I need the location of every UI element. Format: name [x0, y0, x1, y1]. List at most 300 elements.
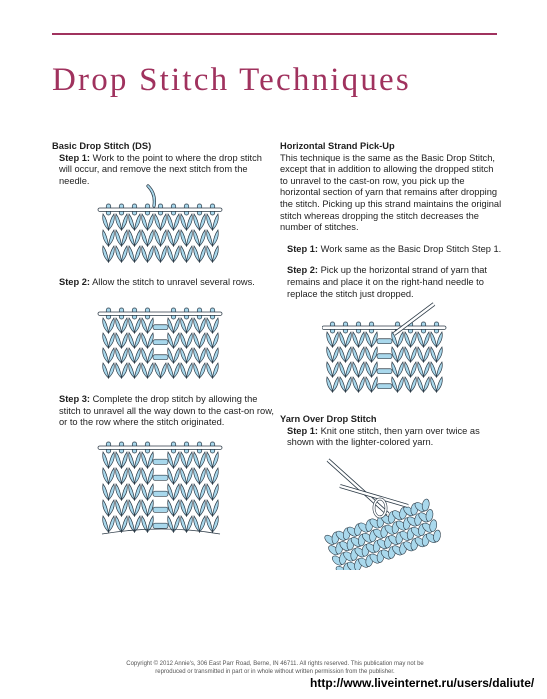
stitch-leg	[135, 214, 141, 230]
stitch-leg	[194, 348, 200, 363]
stitch-leg	[181, 452, 187, 468]
stitch-leg	[109, 500, 115, 516]
horizontal-strand-section	[280, 141, 502, 300]
stitch-leg	[109, 348, 115, 363]
stitch-leg	[116, 230, 122, 246]
step-label: Step 3:	[59, 394, 90, 404]
stitch-leg	[437, 362, 443, 377]
stitch-leg	[327, 377, 333, 392]
stitch-leg	[103, 468, 109, 484]
stitch-leg	[181, 468, 187, 484]
stitch-leg	[174, 246, 180, 262]
stitch-leg	[109, 214, 115, 230]
ladder-strand	[153, 340, 168, 345]
ladder-strand	[377, 384, 392, 389]
stitch-leg	[129, 452, 135, 468]
stitch-leg	[116, 484, 122, 500]
stitch-leg	[148, 214, 154, 230]
stitch-leg	[359, 347, 365, 362]
stitch-leg	[207, 318, 213, 333]
stitch-leg	[353, 362, 359, 377]
stitch-leg	[353, 347, 359, 362]
stitch-leg	[116, 214, 122, 230]
step-label: Step 1:	[287, 243, 318, 254]
stitch-leg	[168, 452, 174, 468]
stitch-leg	[437, 347, 443, 362]
stitch-leg	[398, 377, 404, 392]
stitch-leg	[359, 332, 365, 347]
ladder-strand	[153, 355, 168, 360]
stitch-leg	[109, 452, 115, 468]
stitch-leg	[194, 318, 200, 333]
stitch-leg	[174, 318, 180, 333]
stitch-leg	[200, 333, 206, 348]
stitch-leg	[122, 348, 128, 363]
stitch-leg	[109, 230, 115, 246]
stitch-leg	[103, 318, 109, 333]
stitch-leg	[424, 362, 430, 377]
basic-drop-step1-illustration	[96, 184, 228, 268]
stitch-leg	[116, 500, 122, 516]
stitch-leg	[405, 332, 411, 347]
stitch-leg	[424, 347, 430, 362]
step-body: Complete the drop stitch by allowing the stitch to unravel all the way down to the cast-on row, or to the row where the stitch originated.	[59, 394, 274, 428]
stitch-leg	[431, 362, 437, 377]
stitch-leg	[109, 363, 115, 378]
stitch-leg	[418, 347, 424, 362]
stitch-leg	[327, 347, 333, 362]
ladder-strand	[153, 325, 168, 330]
stitch-leg	[346, 362, 352, 377]
stitch-leg	[181, 246, 187, 262]
stitch-leg	[174, 363, 180, 378]
stitch-leg	[129, 333, 135, 348]
stitch-leg	[103, 452, 109, 468]
stitch-leg	[200, 214, 206, 230]
stitch-leg	[187, 246, 193, 262]
stitch-leg	[366, 377, 372, 392]
stitch-leg	[155, 363, 161, 378]
stitch-leg	[207, 230, 213, 246]
stitch-leg	[418, 377, 424, 392]
stitch-leg	[181, 363, 187, 378]
stitch-leg	[168, 246, 174, 262]
stitch-leg	[398, 332, 404, 347]
stitch-leg	[207, 246, 213, 262]
stitch-leg	[213, 468, 219, 484]
stitch-leg	[187, 318, 193, 333]
stitch-leg	[148, 333, 154, 348]
stitch-leg	[129, 363, 135, 378]
horizontal-strand-illustration	[322, 302, 452, 400]
stitch-leg	[142, 214, 148, 230]
stitch-leg	[437, 377, 443, 392]
basic-step3-text	[52, 394, 274, 429]
ladder-strand	[153, 523, 168, 528]
stitch-leg	[155, 230, 161, 246]
stitch-leg	[340, 377, 346, 392]
stitch-leg	[148, 452, 154, 468]
basic-drop-stitch-heading: Basic Drop Stitch (DS)	[52, 141, 152, 151]
stitch-leg	[109, 333, 115, 348]
stitch-leg	[174, 230, 180, 246]
stitch-leg	[161, 230, 167, 246]
stitch-leg	[187, 484, 193, 500]
stitch-leg	[103, 333, 109, 348]
stitch-leg	[129, 500, 135, 516]
stitch-leg	[213, 246, 219, 262]
step-body: Pick up the horizontal strand of yarn that remains and place it on the right-hand needle to replace the stitch just dropped.	[287, 265, 487, 299]
stitch-leg	[168, 230, 174, 246]
stitch-leg	[116, 363, 122, 378]
stitch-leg	[194, 516, 200, 532]
stitch-leg	[187, 468, 193, 484]
stitch-leg	[333, 332, 339, 347]
stitch-leg	[346, 347, 352, 362]
stitch-leg	[122, 363, 128, 378]
stitch-leg	[181, 333, 187, 348]
stitch-leg	[174, 452, 180, 468]
stitch-leg	[372, 332, 378, 347]
stitch-leg	[424, 332, 430, 347]
stitch-leg	[207, 500, 213, 516]
stitch-leg	[213, 363, 219, 378]
stitch-leg	[174, 468, 180, 484]
stitch-leg	[122, 468, 128, 484]
stitch-leg	[116, 246, 122, 262]
stitch-leg	[333, 377, 339, 392]
ladder-strand	[377, 354, 392, 359]
stitch-leg	[200, 230, 206, 246]
stitch-leg	[418, 332, 424, 347]
stitch-leg	[327, 332, 333, 347]
stitch-leg	[135, 500, 141, 516]
stitch-leg	[431, 347, 437, 362]
stitch-leg	[161, 246, 167, 262]
stitch-leg	[194, 246, 200, 262]
stitch-leg	[194, 484, 200, 500]
stitch-leg	[103, 214, 109, 230]
left-needle-fill	[328, 460, 388, 514]
ladder-strand	[153, 491, 168, 496]
stitch-leg	[207, 348, 213, 363]
stitch-leg	[135, 318, 141, 333]
stitch-leg	[181, 484, 187, 500]
stitch-leg	[187, 452, 193, 468]
stitch-leg	[181, 214, 187, 230]
step-body: Allow the stitch to unravel several rows.	[90, 277, 255, 287]
horizontal-strand-heading: Horizontal Strand Pick-Up	[280, 141, 395, 151]
stitch-leg	[155, 214, 161, 230]
stitch-leg	[103, 230, 109, 246]
stitch-leg	[129, 348, 135, 363]
stitch-leg	[200, 500, 206, 516]
stitch-leg	[372, 377, 378, 392]
stitch-leg	[122, 516, 128, 532]
stitch-leg	[142, 484, 148, 500]
horizontal-strand-intro: This technique is the same as the Basic Drop Stitch, except that in addition to allowing the dropped stitch to unravel to the cast-on row, you pick up the horizontal section of yarn that remains after dropping the stitch. Picking up this strand maintains the original stitch whereas dropping the stitch decreases the number of stitches.	[280, 152, 502, 233]
stitch-leg	[122, 484, 128, 500]
stitch-leg	[174, 333, 180, 348]
copyright-line-2: reproduced or transmitted in part or in whole without written permission from the publisher.	[155, 669, 395, 675]
stitch-leg	[116, 516, 122, 532]
stitch-leg	[366, 347, 372, 362]
horizontal-step1-text	[280, 244, 502, 256]
stitch-leg	[103, 246, 109, 262]
stitch-leg	[353, 332, 359, 347]
stitch-leg	[213, 516, 219, 532]
stitch-leg	[148, 363, 154, 378]
stitch-leg	[187, 333, 193, 348]
stitch-leg	[437, 332, 443, 347]
stitch-leg	[200, 468, 206, 484]
stitch-leg	[411, 347, 417, 362]
stitch-leg	[161, 363, 167, 378]
stitch-leg	[333, 362, 339, 377]
stitch-leg	[194, 214, 200, 230]
stitch-leg	[187, 363, 193, 378]
stitch-leg	[135, 484, 141, 500]
stitch-leg	[213, 214, 219, 230]
stitch-leg	[129, 230, 135, 246]
stitch-leg	[168, 468, 174, 484]
stitch-leg	[122, 214, 128, 230]
basic-step2-block	[52, 277, 272, 289]
stitch-leg	[168, 500, 174, 516]
stitch-leg	[135, 333, 141, 348]
stitch-leg	[213, 348, 219, 363]
stitch-leg	[213, 452, 219, 468]
stitch-leg	[372, 347, 378, 362]
knitting-needle	[98, 312, 222, 315]
stitch-leg	[405, 347, 411, 362]
stitch-leg	[431, 377, 437, 392]
stitch-leg	[129, 516, 135, 532]
step-label: Step 2:	[59, 277, 90, 287]
page-title: Drop Stitch Techniques	[52, 62, 411, 98]
stitch-leg	[148, 246, 154, 262]
stitch-leg	[213, 484, 219, 500]
stitch-leg	[168, 516, 174, 532]
stitch-leg	[148, 318, 154, 333]
stitch-leg	[418, 362, 424, 377]
stitch-leg	[200, 452, 206, 468]
stitch-leg	[168, 333, 174, 348]
stitch-leg	[116, 318, 122, 333]
yarn-over-section	[280, 414, 502, 449]
stitch-leg	[366, 332, 372, 347]
stitch-leg	[122, 246, 128, 262]
stitch-leg	[187, 500, 193, 516]
basic-step1-text	[52, 153, 272, 188]
basic-drop-step2-illustration	[96, 304, 228, 384]
stitch-leg	[207, 484, 213, 500]
stitch-leg	[135, 230, 141, 246]
stitch-leg	[181, 348, 187, 363]
stitch-leg	[174, 500, 180, 516]
stitch-leg	[148, 484, 154, 500]
stitch-leg	[194, 452, 200, 468]
stitch-leg	[148, 500, 154, 516]
stitch-leg	[207, 516, 213, 532]
stitch-leg	[200, 516, 206, 532]
stitch-leg	[142, 318, 148, 333]
knit-fabric	[103, 308, 219, 378]
stitch-leg	[200, 484, 206, 500]
stitch-leg	[392, 362, 398, 377]
stitch-leg	[207, 363, 213, 378]
stitch-leg	[359, 377, 365, 392]
stitch-leg	[103, 500, 109, 516]
stitch-leg	[142, 246, 148, 262]
ladder-strand	[377, 369, 392, 374]
stitch-leg	[103, 516, 109, 532]
stitch-leg	[346, 377, 352, 392]
stitch-leg	[398, 347, 404, 362]
stitch-leg	[187, 348, 193, 363]
stitch-leg	[161, 214, 167, 230]
copyright-line-1: Copyright © 2012 Annie's, 306 East Parr Road, Berne, IN 46711. All rights reserved. This publication may not be	[126, 661, 424, 667]
stitch-leg	[116, 348, 122, 363]
stitch-leg	[372, 362, 378, 377]
stitch-leg	[398, 362, 404, 377]
stitch-leg	[353, 377, 359, 392]
yarn-over-illustration	[318, 458, 448, 570]
stitch-leg	[187, 214, 193, 230]
stitch-leg	[174, 348, 180, 363]
step-body: Work same as the Basic Drop Stitch Step 1.	[318, 243, 502, 254]
stitch-leg	[148, 468, 154, 484]
stitch-leg	[327, 362, 333, 377]
stitch-leg	[366, 362, 372, 377]
stitch-leg	[103, 348, 109, 363]
stitch-leg	[103, 363, 109, 378]
basic-step2-text	[52, 277, 272, 289]
stitch-leg	[109, 246, 115, 262]
stitch-leg	[168, 318, 174, 333]
watermark-url[interactable]: http://www.liveinternet.ru/users/daliute/	[310, 676, 535, 690]
step-label: Step 1:	[59, 152, 90, 163]
ladder-strand	[153, 459, 168, 464]
stitch-leg	[122, 500, 128, 516]
stitch-leg	[333, 347, 339, 362]
ladder-strand	[153, 507, 168, 512]
stitch-leg	[207, 468, 213, 484]
stitch-leg	[359, 362, 365, 377]
stitch-leg	[181, 318, 187, 333]
stitch-leg	[200, 348, 206, 363]
stitch-leg	[116, 452, 122, 468]
stitch-leg	[122, 333, 128, 348]
yarn-over-step1-text	[280, 426, 502, 449]
step-body: Work to the point to where the drop stitch will occur, and remove the next stitch from the needle.	[59, 152, 262, 186]
stitch-leg	[142, 500, 148, 516]
stitch-leg	[405, 377, 411, 392]
stitch-leg	[103, 484, 109, 500]
stitch-leg	[431, 332, 437, 347]
stitch-leg	[109, 484, 115, 500]
stitch-leg	[142, 333, 148, 348]
knit-fabric	[327, 322, 443, 392]
basic-drop-step3-illustration	[96, 438, 228, 538]
stitch-leg	[346, 332, 352, 347]
copyright-footer	[100, 660, 450, 676]
stitch-leg	[194, 333, 200, 348]
stitch-leg	[142, 363, 148, 378]
stitch-leg	[194, 363, 200, 378]
stitch-leg	[142, 230, 148, 246]
stitch-leg	[148, 230, 154, 246]
stitch-leg	[200, 318, 206, 333]
stitch-leg	[213, 500, 219, 516]
stitch-leg	[168, 484, 174, 500]
stitch-leg	[213, 333, 219, 348]
stitch-leg	[135, 348, 141, 363]
stitch-leg	[129, 318, 135, 333]
stitch-leg	[392, 377, 398, 392]
stitch-leg	[411, 332, 417, 347]
step-label: Step 2:	[287, 265, 318, 276]
stitch-leg	[200, 246, 206, 262]
stitch-leg	[207, 214, 213, 230]
stitch-leg	[129, 246, 135, 262]
stitch-leg	[194, 230, 200, 246]
stitch-leg	[174, 484, 180, 500]
stitch-leg	[116, 333, 122, 348]
stitch-leg	[213, 230, 219, 246]
stitch-leg	[411, 362, 417, 377]
knit-fabric	[103, 204, 219, 262]
stitch-leg	[392, 347, 398, 362]
stitch-leg	[340, 332, 346, 347]
stitch-leg	[129, 214, 135, 230]
stitch-leg	[174, 214, 180, 230]
stitch-leg	[168, 363, 174, 378]
knitting-needle	[98, 208, 222, 211]
ladder-strand	[377, 339, 392, 344]
knitting-needle	[322, 326, 446, 329]
knitting-needle	[98, 446, 222, 449]
stitch-leg	[109, 318, 115, 333]
stitch-leg	[122, 230, 128, 246]
top-rule	[52, 33, 497, 35]
stitch-leg	[142, 452, 148, 468]
stitch-leg	[135, 363, 141, 378]
stitch-leg	[213, 318, 219, 333]
knit-fabric	[103, 442, 219, 532]
stitch-leg	[122, 452, 128, 468]
stitch-leg	[187, 230, 193, 246]
stitch-leg	[207, 452, 213, 468]
stitch-leg	[405, 362, 411, 377]
stitch-leg	[194, 500, 200, 516]
stitch-leg	[200, 363, 206, 378]
stitch-leg	[340, 362, 346, 377]
stitch-leg	[194, 468, 200, 484]
stitch-leg	[135, 452, 141, 468]
stitch-leg	[424, 377, 430, 392]
step-label: Step 1:	[287, 425, 318, 436]
stitch-leg	[135, 246, 141, 262]
stitch-leg	[181, 500, 187, 516]
stitch-leg	[148, 348, 154, 363]
stitch-leg	[109, 516, 115, 532]
yarn-over-heading: Yarn Over Drop Stitch	[280, 414, 377, 424]
ladder-strand	[153, 475, 168, 480]
stitch-leg	[109, 468, 115, 484]
stitch-leg	[168, 348, 174, 363]
basic-drop-stitch-section	[52, 141, 272, 187]
